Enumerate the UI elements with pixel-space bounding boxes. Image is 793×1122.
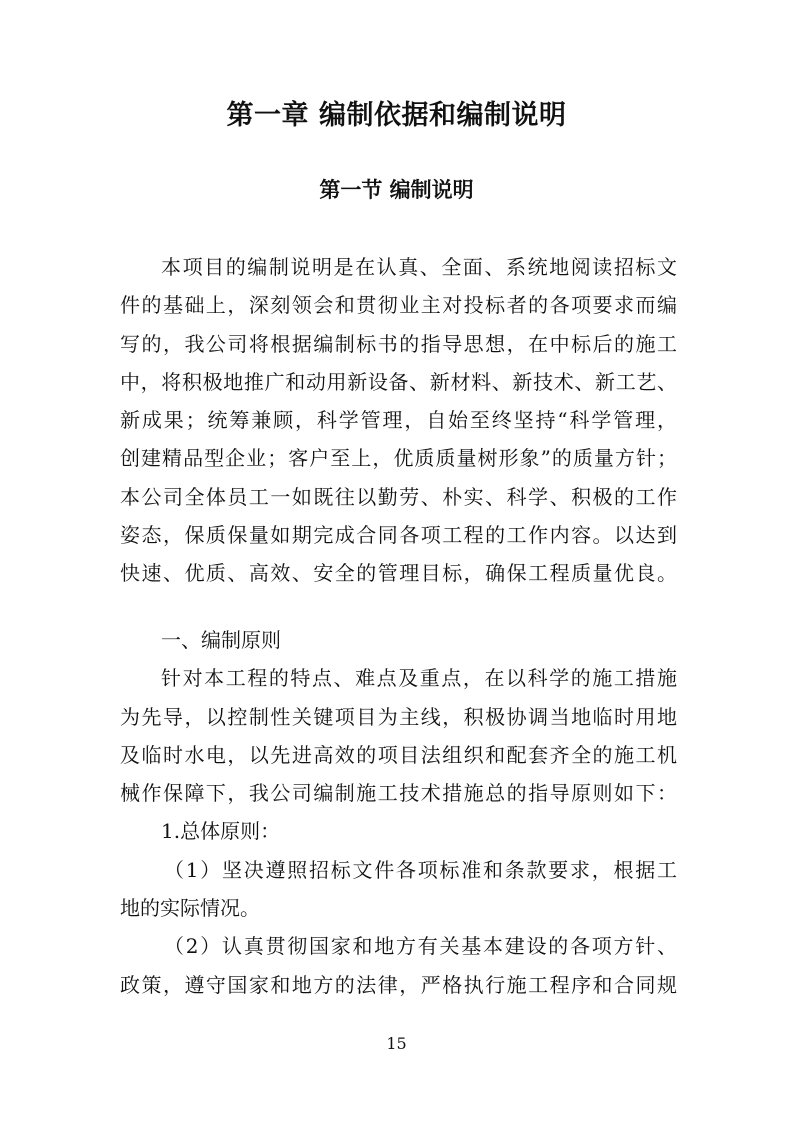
general-principles-heading: 1.总体原则：: [161, 819, 281, 844]
section-title: 第一节 编制说明: [319, 178, 474, 202]
paragraph-line: 创建精品型企业；客户至上，优质质量树形象”的质量方针；: [120, 446, 677, 471]
principles-section: [120, 621, 677, 1004]
paragraph-line: 械作保障下，我公司编制施工技术措施总的指导原则如下：: [120, 781, 677, 806]
intro-paragraph: [120, 248, 677, 593]
paragraph-line: 针对本工程的特点、难点及重点，在以科学的施工措施: [161, 666, 677, 691]
paragraph-line: 中，将积极地推广和动用新设备、新材料、新技术、新工艺、: [120, 369, 677, 394]
paragraph-line: 快速、优质、高效、安全的管理目标，确保工程质量优良。: [120, 561, 677, 586]
paragraph-line: 件的基础上，深刻领会和贯彻业主对投标者的各项要求而编: [120, 293, 677, 318]
item-2-line: （2）认真贯彻国家和地方有关基本建设的各项方针、: [164, 934, 677, 959]
item-1-line: 地的实际情况。: [120, 896, 260, 921]
principles-heading: 一、编制原则: [161, 628, 281, 652]
paragraph-line: 新成果；统筹兼顾，科学管理，自始至终坚持“科学管理，: [120, 408, 677, 433]
paragraph-line: 本公司全体员工一如既往以勤劳、朴实、科学、积极的工作: [120, 484, 677, 509]
paragraph-line: 及临时水电，以先进高效的项目法组织和配套齐全的施工机: [120, 742, 677, 767]
item-1-line: （1）坚决遵照招标文件各项标准和条款要求，根据工: [164, 857, 677, 882]
paragraph-line: 写的，我公司将根据编制标书的指导思想，在中标后的施工: [120, 331, 677, 356]
page-number: 15: [386, 1034, 407, 1053]
paragraph-line: 本项目的编制说明是在认真、全面、系统地阅读招标文: [161, 255, 677, 279]
paragraph-line: 为先导，以控制性关键项目为主线，积极协调当地临时用地: [120, 704, 677, 729]
paragraph-line: 姿态，保质保量如期完成合同各项工程的工作内容。以达到: [120, 523, 677, 548]
chapter-title: 第一章 编制依据和编制说明: [226, 100, 567, 131]
item-2-line: 政策，遵守国家和地方的法律，严格执行施工程序和合同规: [120, 972, 677, 997]
